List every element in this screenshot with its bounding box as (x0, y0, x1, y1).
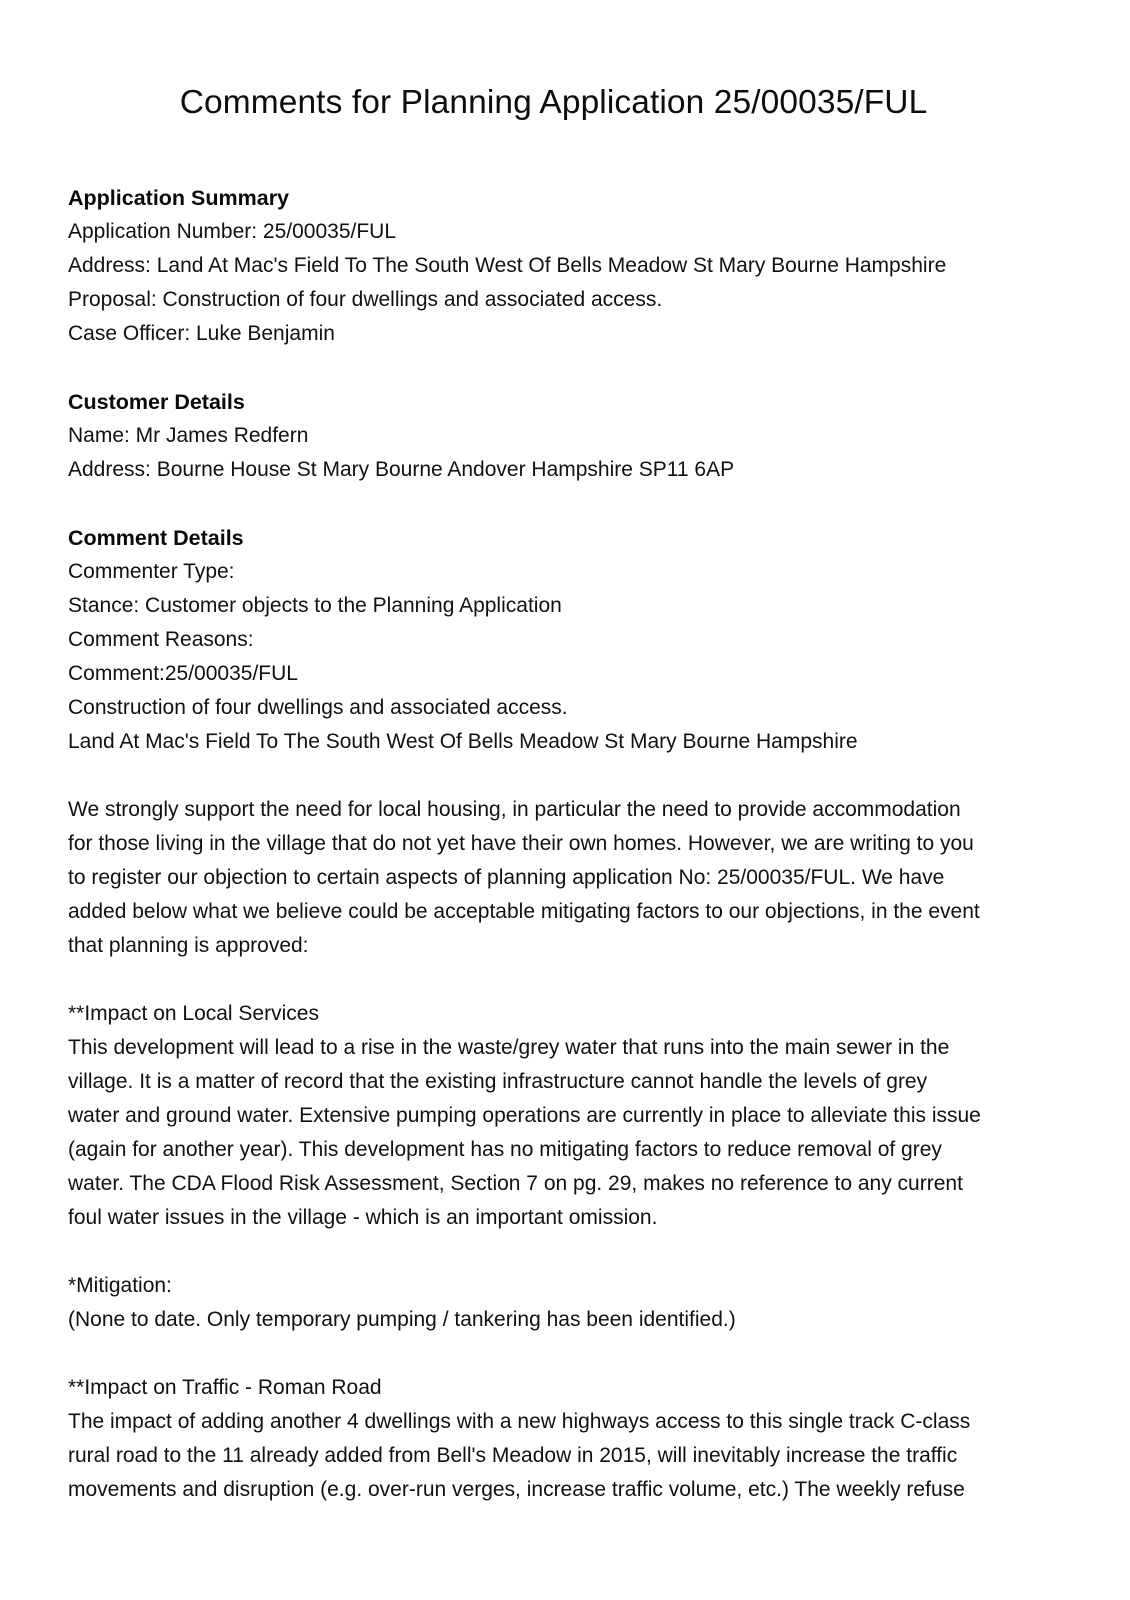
paragraph-line: rural road to the 11 already added from Bell's Meadow in 2015, will inevitably increase the traffic (68, 1444, 958, 1467)
comment-reference: Comment:25/00035/FUL (68, 662, 298, 685)
paragraph-line: (again for another year). This development has no mitigating factors to reduce removal of grey (68, 1138, 942, 1161)
spacer (68, 759, 1068, 793)
document-body (68, 181, 1068, 1507)
spacer (68, 351, 1068, 385)
local-services-section (68, 997, 1068, 1235)
commenter-type: Commenter Type: (68, 560, 235, 583)
customer-name: Name: Mr James Redfern (68, 424, 309, 447)
comment-reasons: Comment Reasons: (68, 628, 254, 651)
application-proposal: Proposal: Construction of four dwellings and associated access. (68, 288, 663, 311)
customer-details-section (68, 385, 1068, 487)
paragraph-line: movements and disruption (e.g. over-run verges, increase traffic volume, etc.) The weekly refuse (68, 1478, 965, 1501)
mitigation-section (68, 1269, 1068, 1337)
paragraph-line: water and ground water. Extensive pumping operations are currently in place to alleviate this issue (68, 1104, 981, 1127)
traffic-section (68, 1371, 1068, 1507)
paragraph-line: foul water issues in the village - which is an important omission. (68, 1206, 658, 1229)
spacer (68, 963, 1068, 997)
comment-details-heading: Comment Details (68, 526, 244, 550)
application-address: Address: Land At Mac's Field To The South West Of Bells Meadow St Mary Bourne Hampshire (68, 254, 947, 277)
mitigation-text: (None to date. Only temporary pumping / tankering has been identified.) (68, 1308, 736, 1331)
case-officer: Case Officer: Luke Benjamin (68, 322, 335, 345)
application-summary-heading: Application Summary (68, 186, 290, 210)
application-number: Application Number: 25/00035/FUL (68, 220, 397, 243)
paragraph-line: This development will lead to a rise in the waste/grey water that runs into the main sewer in the (68, 1036, 950, 1059)
paragraph-line: water. The CDA Flood Risk Assessment, Section 7 on pg. 29, makes no reference to any current (68, 1172, 963, 1195)
comment-details-section (68, 521, 1068, 759)
traffic-heading: **Impact on Traffic - Roman Road (68, 1376, 382, 1399)
spacer (68, 1235, 1068, 1269)
customer-details-heading: Customer Details (68, 390, 245, 414)
customer-address: Address: Bourne House St Mary Bourne Andover Hampshire SP11 6AP (68, 458, 735, 481)
page-title: Comments for Planning Application 25/00035/FUL (179, 84, 928, 121)
spacer (68, 1337, 1068, 1371)
paragraph-line: for those living in the village that do not yet have their own homes. However, we are writing to you (68, 832, 974, 855)
paragraph-line: that planning is approved: (68, 934, 309, 957)
paragraph-line: The impact of adding another 4 dwellings with a new highways access to this single track C-class (68, 1410, 971, 1433)
paragraph-line: added below what we believe could be acceptable mitigating factors to our objections, in the event (68, 900, 980, 923)
spacer (68, 487, 1068, 521)
application-summary-section (68, 181, 1068, 351)
paragraph-line: We strongly support the need for local housing, in particular the need to provide accommodation (68, 798, 961, 821)
paragraph-line: village. It is a matter of record that the existing infrastructure cannot handle the levels of grey (68, 1070, 928, 1093)
stance: Stance: Customer objects to the Planning Application (68, 594, 562, 617)
comment-site: Land At Mac's Field To The South West Of Bells Meadow St Mary Bourne Hampshire (68, 730, 858, 753)
comment-proposal: Construction of four dwellings and associated access. (68, 696, 568, 719)
paragraph-line: to register our objection to certain aspects of planning application No: 25/00035/FUL. We have (68, 866, 945, 889)
intro-paragraph (68, 793, 1068, 963)
local-services-heading: **Impact on Local Services (68, 1002, 319, 1025)
mitigation-heading: *Mitigation: (68, 1274, 172, 1297)
